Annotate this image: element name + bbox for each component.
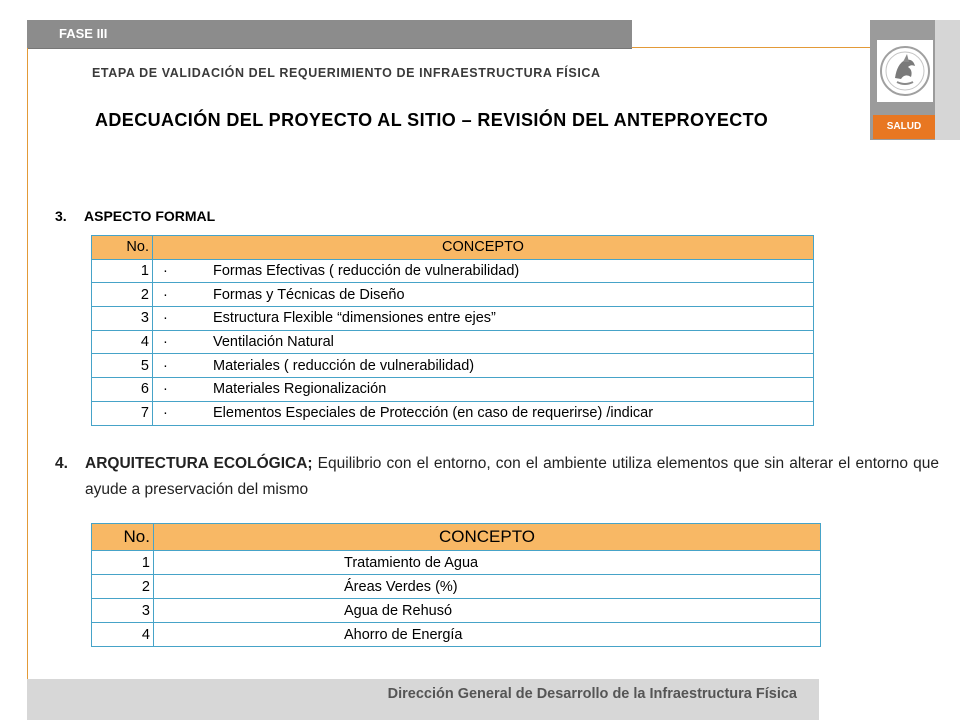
- section-4-text: Equilibrio con el entorno, con el ambiente utiliza elementos que sin alterar el entorno que ayude a preservación del mismo: [85, 455, 939, 498]
- aspecto-formal-table-body: [92, 259, 814, 425]
- table-row: [92, 575, 821, 599]
- section-3-title: ASPECTO FORMAL: [84, 208, 216, 224]
- bullet-icon: ·: [163, 310, 168, 327]
- table-row: [92, 330, 814, 354]
- concept-text: Formas y Técnicas de Diseño: [213, 286, 405, 303]
- table-row: [92, 354, 814, 378]
- concept-text: Elementos Especiales de Protección (en caso de requerirse) /indicar: [213, 405, 654, 422]
- row-number: 4: [92, 623, 154, 647]
- concept-text: Formas Efectivas ( reducción de vulnerabilidad): [213, 263, 520, 280]
- row-concept: [153, 259, 814, 283]
- row-number: 7: [92, 401, 153, 425]
- bullet-icon: ·: [163, 286, 168, 303]
- section-3-heading: [55, 208, 215, 224]
- table-row: [92, 378, 814, 402]
- row-number: 1: [92, 551, 154, 575]
- row-concept: [153, 378, 814, 402]
- row-number: 2: [92, 283, 153, 307]
- table-row: [92, 551, 821, 575]
- phase-bar: [27, 20, 632, 49]
- bullet-icon: ·: [163, 405, 168, 422]
- row-concept: [153, 354, 814, 378]
- footer-text: Dirección General de Desarrollo de la Infraestructura Física: [387, 686, 797, 702]
- bullet-icon: ·: [163, 263, 168, 280]
- concept-text: Ventilación Natural: [213, 334, 334, 351]
- row-concept: [153, 307, 814, 331]
- arquitectura-ecologica-table-body: [92, 551, 821, 647]
- column-header-concepto: CONCEPTO: [154, 524, 821, 551]
- row-concept: Ahorro de Energía: [154, 623, 821, 647]
- section-4-title: ARQUITECTURA ECOLÓGICA;: [85, 455, 313, 472]
- row-concept: Áreas Verdes (%): [154, 575, 821, 599]
- row-number: 6: [92, 378, 153, 402]
- logo-panel-side: [935, 20, 960, 140]
- phase-label: FASE III: [59, 26, 108, 41]
- column-header-no: No.: [92, 236, 153, 260]
- row-number: 5: [92, 354, 153, 378]
- table-row: [92, 623, 821, 647]
- concept-text: Estructura Flexible “dimensiones entre ejes”: [213, 310, 496, 327]
- arquitectura-ecologica-table: [91, 523, 821, 647]
- mexico-coat-of-arms-icon: [877, 40, 933, 102]
- left-divider: [27, 48, 28, 680]
- footer-bar: [27, 679, 819, 720]
- concept-text: Materiales ( reducción de vulnerabilidad): [213, 357, 475, 374]
- table-row: [92, 401, 814, 425]
- section-4-number: 4.: [55, 455, 68, 472]
- page-title: ADECUACIÓN DEL PROYECTO AL SITIO – REVISIÓN DEL ANTEPROYECTO: [95, 110, 769, 130]
- aspecto-formal-table: [91, 235, 814, 426]
- column-header-concepto: CONCEPTO: [153, 236, 814, 260]
- row-concept: [153, 401, 814, 425]
- row-concept: [153, 330, 814, 354]
- row-number: 2: [92, 575, 154, 599]
- table-row: [92, 599, 821, 623]
- section-3-number: 3.: [55, 208, 67, 224]
- row-concept: Agua de Rehusó: [154, 599, 821, 623]
- bullet-icon: ·: [163, 357, 168, 374]
- row-concept: [153, 283, 814, 307]
- bullet-icon: ·: [163, 381, 168, 398]
- table-row: [92, 307, 814, 331]
- section-4-paragraph: [55, 451, 939, 503]
- salud-badge: SALUD: [873, 115, 935, 139]
- bullet-icon: ·: [163, 334, 168, 351]
- subtitle: ETAPA DE VALIDACIÓN DEL REQUERIMIENTO DE INFRAESTRUCTURA FÍSICA: [92, 66, 601, 80]
- row-number: 3: [92, 599, 154, 623]
- header-divider: [632, 47, 870, 48]
- concept-text: Materiales Regionalización: [213, 381, 387, 398]
- row-number: 1: [92, 259, 153, 283]
- column-header-no: No.: [92, 524, 154, 551]
- table-row: [92, 283, 814, 307]
- row-number: 3: [92, 307, 153, 331]
- row-concept: Tratamiento de Agua: [154, 551, 821, 575]
- table-row: [92, 259, 814, 283]
- row-number: 4: [92, 330, 153, 354]
